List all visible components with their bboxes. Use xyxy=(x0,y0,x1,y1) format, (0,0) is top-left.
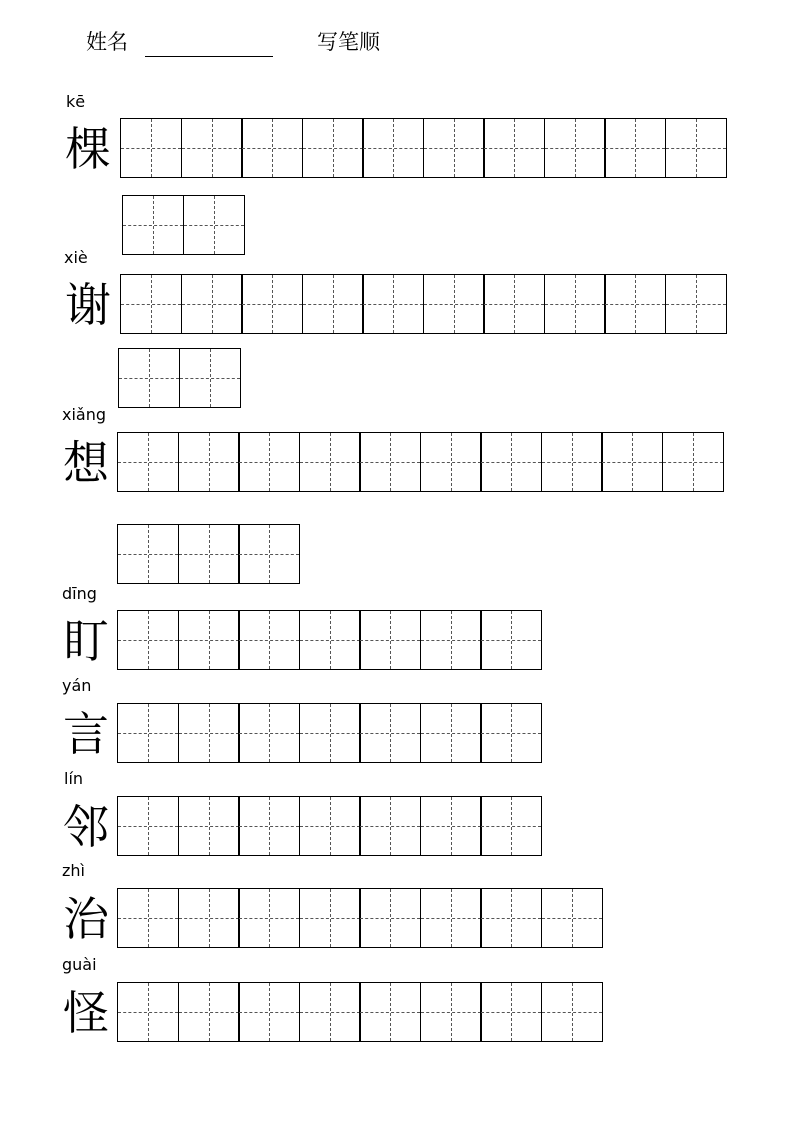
practice-cell[interactable] xyxy=(480,610,542,670)
character-label: 言 xyxy=(63,707,109,761)
practice-cell[interactable] xyxy=(238,524,300,584)
practice-cell[interactable] xyxy=(178,610,240,670)
practice-cell[interactable] xyxy=(420,982,482,1042)
practice-cell[interactable] xyxy=(117,703,179,763)
practice-cell[interactable] xyxy=(178,796,240,856)
practice-cell[interactable] xyxy=(120,118,182,178)
practice-cell[interactable] xyxy=(299,888,361,948)
pinyin-label: zhì xyxy=(62,861,85,880)
practice-cell[interactable] xyxy=(480,432,542,492)
character-label: 棵 xyxy=(65,122,111,176)
practice-cell[interactable] xyxy=(117,432,179,492)
practice-cell[interactable] xyxy=(178,888,240,948)
practice-cell[interactable] xyxy=(359,796,421,856)
writing-grid-row[interactable] xyxy=(117,432,722,492)
practice-cell[interactable] xyxy=(541,888,603,948)
practice-cell[interactable] xyxy=(420,610,482,670)
practice-cell[interactable] xyxy=(299,432,361,492)
practice-cell[interactable] xyxy=(181,274,243,334)
practice-cell[interactable] xyxy=(359,432,421,492)
practice-cell[interactable] xyxy=(665,118,727,178)
pinyin-label: lín xyxy=(64,769,84,788)
practice-cell[interactable] xyxy=(480,888,542,948)
practice-cell[interactable] xyxy=(420,432,482,492)
writing-grid-continuation[interactable] xyxy=(118,348,239,408)
practice-cell[interactable] xyxy=(420,888,482,948)
practice-cell[interactable] xyxy=(299,796,361,856)
practice-cell[interactable] xyxy=(420,703,482,763)
writing-grid-row[interactable] xyxy=(117,888,601,948)
practice-cell[interactable] xyxy=(359,703,421,763)
writing-grid-row[interactable] xyxy=(120,118,725,178)
practice-cell[interactable] xyxy=(241,274,303,334)
practice-cell[interactable] xyxy=(117,888,179,948)
practice-cell[interactable] xyxy=(117,796,179,856)
practice-cell[interactable] xyxy=(601,432,663,492)
character-label: 邻 xyxy=(63,800,109,854)
practice-cell[interactable] xyxy=(299,703,361,763)
practice-cell[interactable] xyxy=(359,610,421,670)
practice-cell[interactable] xyxy=(117,524,179,584)
pinyin-label: xiǎng xyxy=(62,405,107,424)
practice-cell[interactable] xyxy=(117,610,179,670)
name-blank-line[interactable] xyxy=(145,56,273,57)
practice-cell[interactable] xyxy=(541,432,603,492)
writing-grid-row[interactable] xyxy=(117,703,541,763)
practice-cell[interactable] xyxy=(302,118,364,178)
practice-cell[interactable] xyxy=(420,796,482,856)
practice-cell[interactable] xyxy=(544,274,606,334)
practice-cell[interactable] xyxy=(178,703,240,763)
practice-cell[interactable] xyxy=(238,796,300,856)
character-label: 盯 xyxy=(63,614,109,668)
practice-cell[interactable] xyxy=(120,274,182,334)
writing-grid-row[interactable] xyxy=(117,982,601,1042)
practice-cell[interactable] xyxy=(299,610,361,670)
practice-cell[interactable] xyxy=(299,982,361,1042)
practice-cell[interactable] xyxy=(238,432,300,492)
practice-cell[interactable] xyxy=(118,348,180,408)
writing-grid-continuation[interactable] xyxy=(117,524,299,584)
practice-cell[interactable] xyxy=(662,432,724,492)
practice-cell[interactable] xyxy=(302,274,364,334)
practice-cell[interactable] xyxy=(544,118,606,178)
pinyin-label: yán xyxy=(62,676,92,695)
practice-cell[interactable] xyxy=(362,274,424,334)
practice-cell[interactable] xyxy=(483,274,545,334)
practice-cell[interactable] xyxy=(238,982,300,1042)
writing-grid-row[interactable] xyxy=(117,796,541,856)
practice-cell[interactable] xyxy=(480,796,542,856)
character-label: 谢 xyxy=(65,278,111,332)
practice-cell[interactable] xyxy=(238,610,300,670)
practice-cell[interactable] xyxy=(604,118,666,178)
practice-cell[interactable] xyxy=(665,274,727,334)
practice-cell[interactable] xyxy=(238,888,300,948)
practice-cell[interactable] xyxy=(181,118,243,178)
practice-cell[interactable] xyxy=(178,432,240,492)
pinyin-label: xiè xyxy=(64,248,88,267)
practice-cell[interactable] xyxy=(359,982,421,1042)
practice-cell[interactable] xyxy=(238,703,300,763)
practice-cell[interactable] xyxy=(423,274,485,334)
pinyin-label: dīng xyxy=(62,584,97,603)
practice-cell[interactable] xyxy=(178,982,240,1042)
practice-cell[interactable] xyxy=(183,195,245,255)
name-label: 姓名 xyxy=(86,30,128,54)
pinyin-label: guài xyxy=(62,955,97,974)
character-label: 治 xyxy=(63,892,109,946)
practice-cell[interactable] xyxy=(117,982,179,1042)
practice-cell[interactable] xyxy=(483,118,545,178)
practice-cell[interactable] xyxy=(178,524,240,584)
writing-grid-row[interactable] xyxy=(117,610,541,670)
character-label: 想 xyxy=(63,436,109,490)
practice-cell[interactable] xyxy=(604,274,666,334)
worksheet-title: 写笔顺 xyxy=(317,30,380,54)
practice-cell[interactable] xyxy=(359,888,421,948)
practice-cell[interactable] xyxy=(423,118,485,178)
practice-cell[interactable] xyxy=(179,348,241,408)
writing-grid-continuation[interactable] xyxy=(122,195,243,255)
character-label: 怪 xyxy=(63,986,109,1040)
practice-cell[interactable] xyxy=(122,195,184,255)
practice-cell[interactable] xyxy=(241,118,303,178)
pinyin-label: kē xyxy=(66,92,86,111)
practice-cell[interactable] xyxy=(480,982,542,1042)
practice-cell[interactable] xyxy=(541,982,603,1042)
practice-cell[interactable] xyxy=(362,118,424,178)
writing-grid-row[interactable] xyxy=(120,274,725,334)
practice-cell[interactable] xyxy=(480,703,542,763)
